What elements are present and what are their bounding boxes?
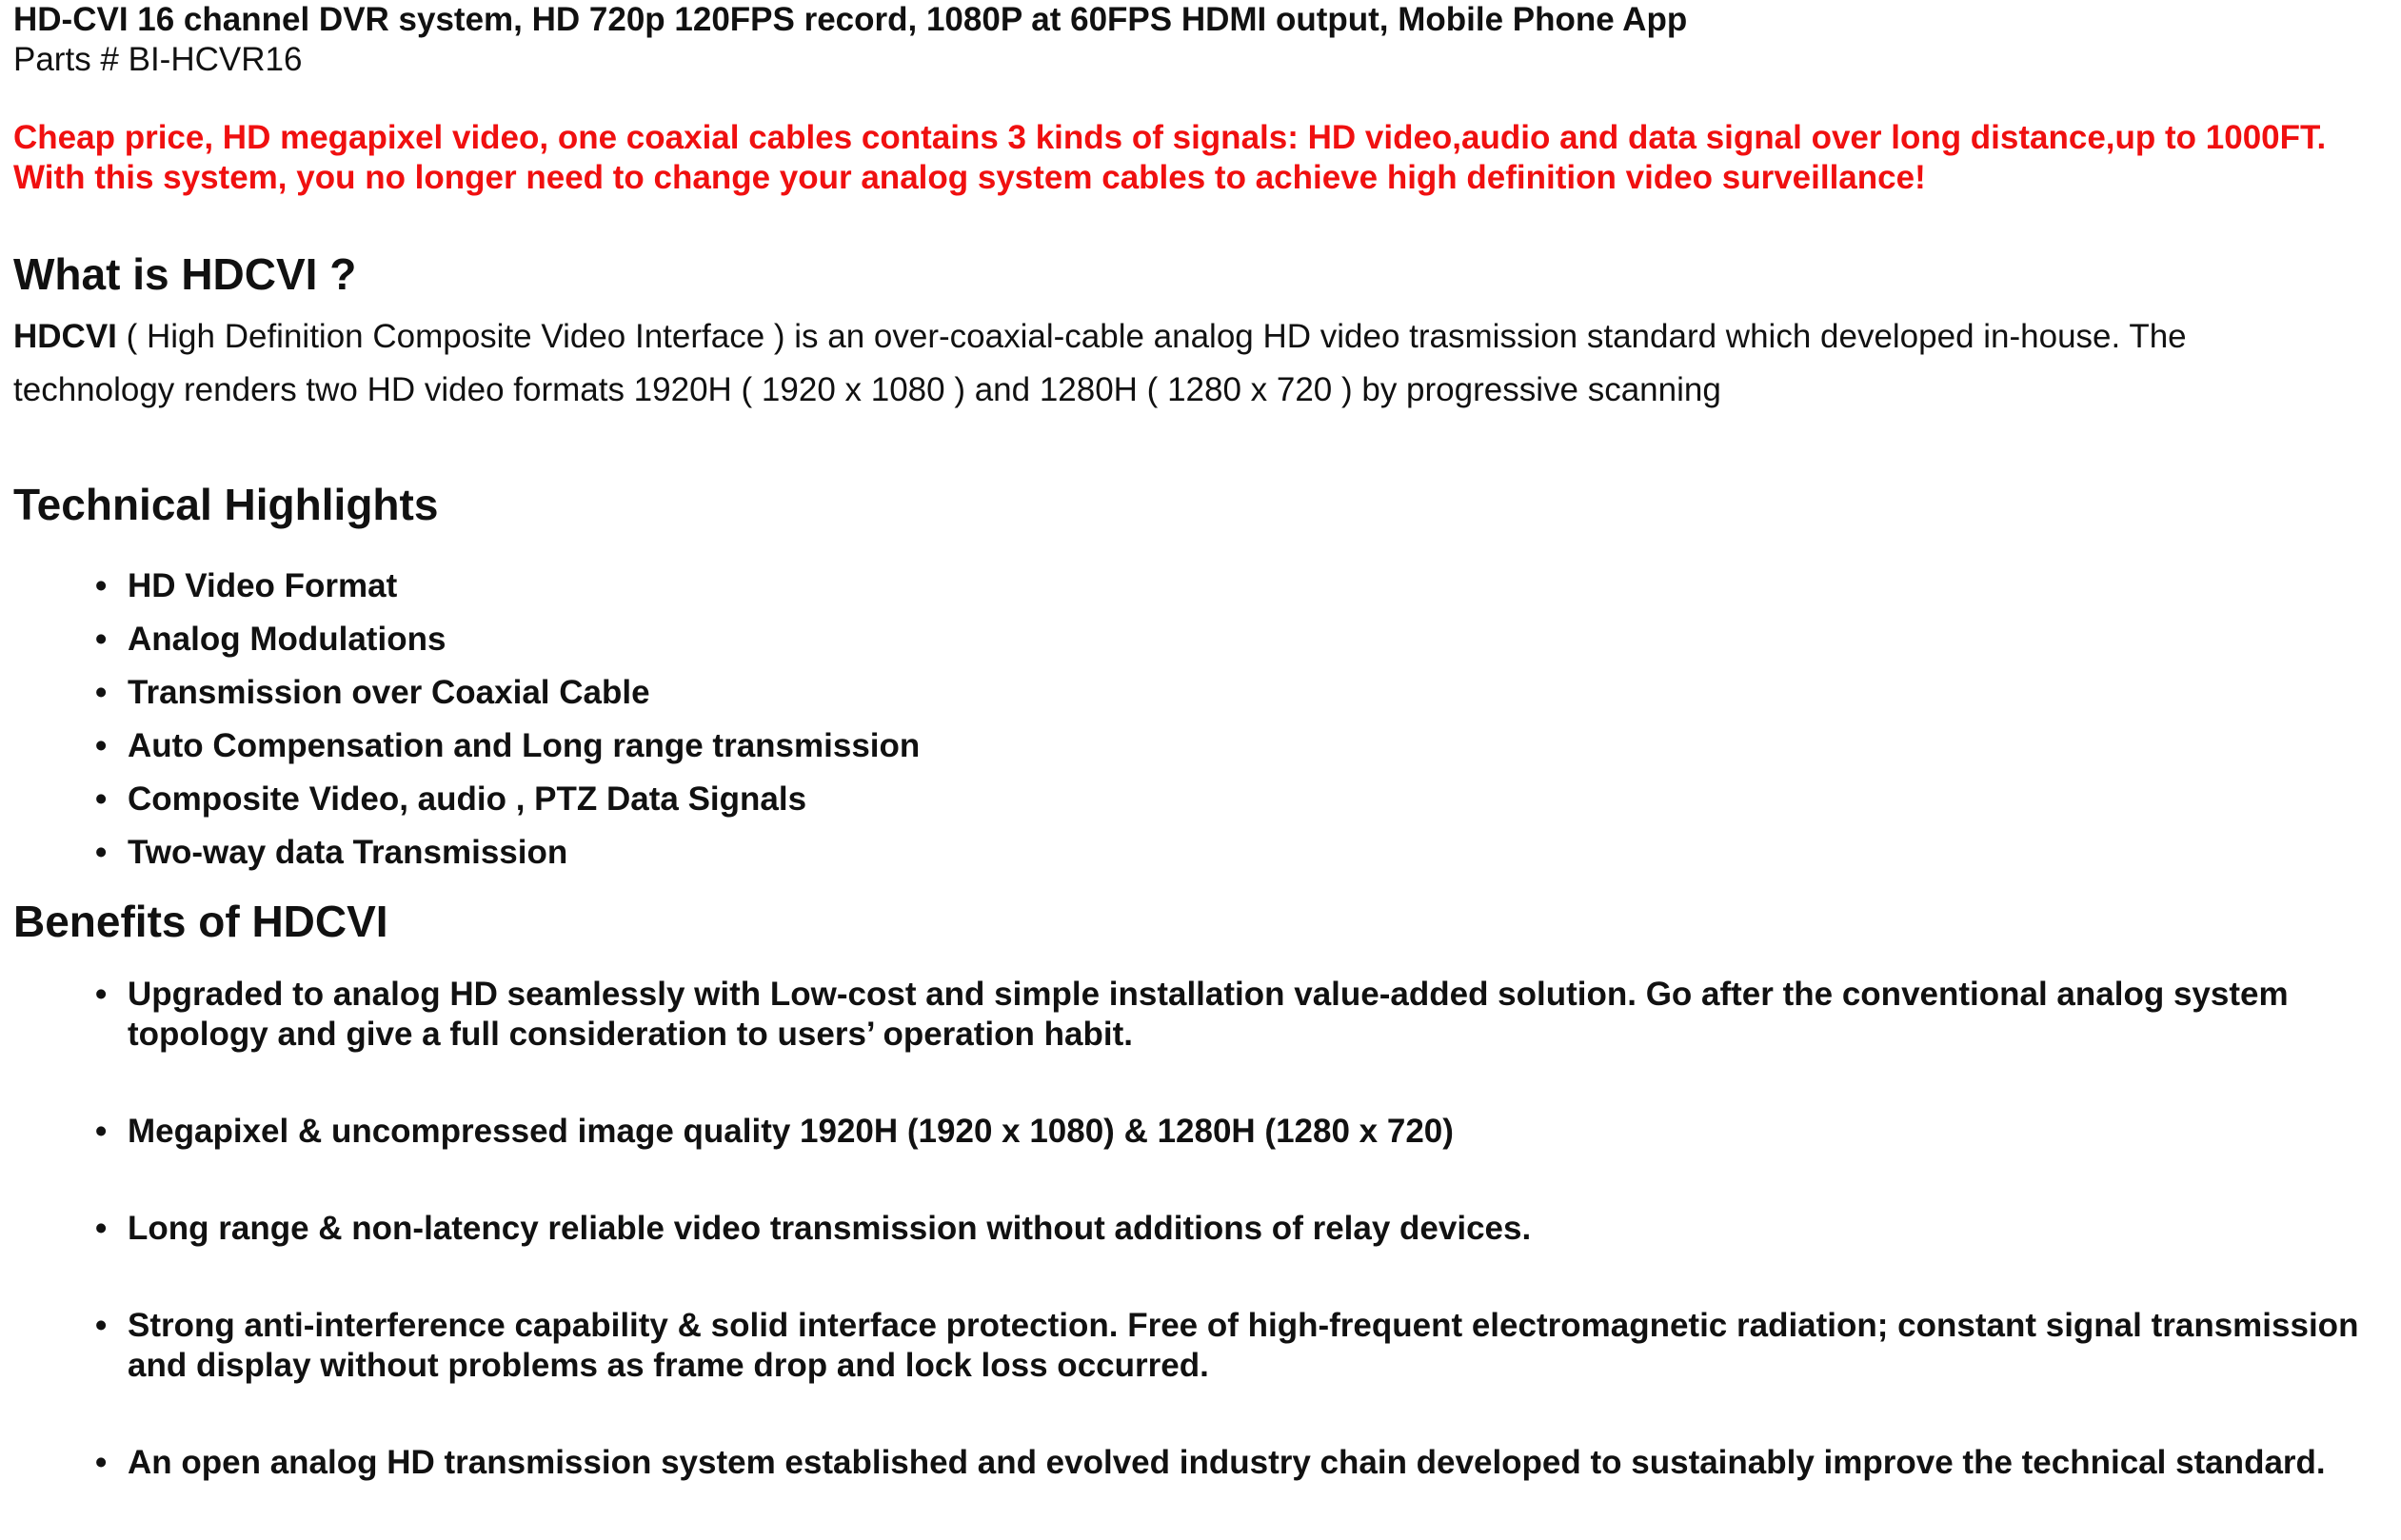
bullet-icon: •: [95, 1210, 108, 1247]
benefits-list: [13, 975, 2393, 1483]
technical-highlights-list: [13, 560, 2393, 879]
bullet-icon: •: [95, 1113, 108, 1150]
list-item: [13, 720, 2393, 773]
list-item: [13, 975, 2393, 1055]
technical-highlights-heading: Technical Highlights: [13, 480, 439, 529]
list-item: [13, 1443, 2393, 1483]
list-item: [13, 666, 2393, 720]
highlight-label: Composite Video, audio , PTZ Data Signals: [128, 780, 807, 818]
list-item: [13, 773, 2393, 826]
what-is-heading: What is HDCVI ?: [13, 249, 357, 299]
promo-text: Cheap price, HD megapixel video, one coaxial cables contains 3 kinds of signals: HD video,audio and data signal over long distance,up to 1000FT. With this system, you no longer need to change your analog system cables to achieve high definition video surveillance!: [13, 119, 2327, 196]
benefit-text: Strong anti-interference capability & solid interface protection. Free of high-frequent electromagnetic radiation; constant signal transmission and display without problems as frame drop and lock loss occurred.: [128, 1307, 2359, 1384]
list-item: [13, 613, 2393, 666]
what-is-paragraph: [13, 310, 2336, 417]
list-item: [13, 826, 2393, 879]
product-description: [13, 0, 2393, 1540]
bullet-icon: •: [95, 780, 108, 818]
bullet-icon: •: [95, 834, 108, 871]
bullet-icon: •: [95, 1444, 108, 1481]
highlight-label: Transmission over Coaxial Cable: [128, 674, 650, 711]
benefit-text: Upgraded to analog HD seamlessly with Low-cost and simple installation value-added solution. Go after the conventional analog system topology and give a full consideration to users’ operation habit.: [128, 976, 2289, 1053]
bullet-icon: •: [95, 567, 108, 604]
benefit-text: Long range & non-latency reliable video transmission without additions of relay devices.: [128, 1210, 1532, 1247]
list-item: [13, 1306, 2393, 1386]
highlight-label: Auto Compensation and Long range transmission: [128, 727, 921, 764]
bullet-icon: •: [95, 976, 108, 1013]
hdcvi-term: HDCVI: [13, 318, 117, 355]
highlight-label: Two-way data Transmission: [128, 834, 568, 871]
bullet-icon: •: [95, 727, 108, 764]
highlight-label: HD Video Format: [128, 567, 398, 604]
list-item: [13, 1112, 2393, 1152]
bullet-icon: •: [95, 674, 108, 711]
list-item: [13, 1209, 2393, 1249]
highlight-label: Analog Modulations: [128, 621, 446, 658]
benefits-heading: Benefits of HDCVI: [13, 897, 388, 946]
benefit-text: Megapixel & uncompressed image quality 1920H (1920 x 1080) & 1280H (1280 x 720): [128, 1113, 1454, 1150]
benefit-text: An open analog HD transmission system established and evolved industry chain developed to sustainably improve the technical standard.: [128, 1444, 2326, 1481]
bullet-icon: •: [95, 1307, 108, 1344]
bullet-icon: •: [95, 621, 108, 658]
parts-number: Parts # BI-HCVR16: [13, 41, 303, 78]
what-is-body: ( High Definition Composite Video Interface ) is an over-coaxial-cable analog HD video trasmission standard which developed in-house. The technology renders two HD video formats 1920H ( 1920 x 1080 ) and 1280H ( 1280 x 720 ) by progressive scanning: [13, 318, 2187, 408]
list-item: [13, 560, 2393, 613]
product-title: HD-CVI 16 channel DVR system, HD 720p 120FPS record, 1080P at 60FPS HDMI output, Mobile Phone App: [13, 1, 1688, 38]
